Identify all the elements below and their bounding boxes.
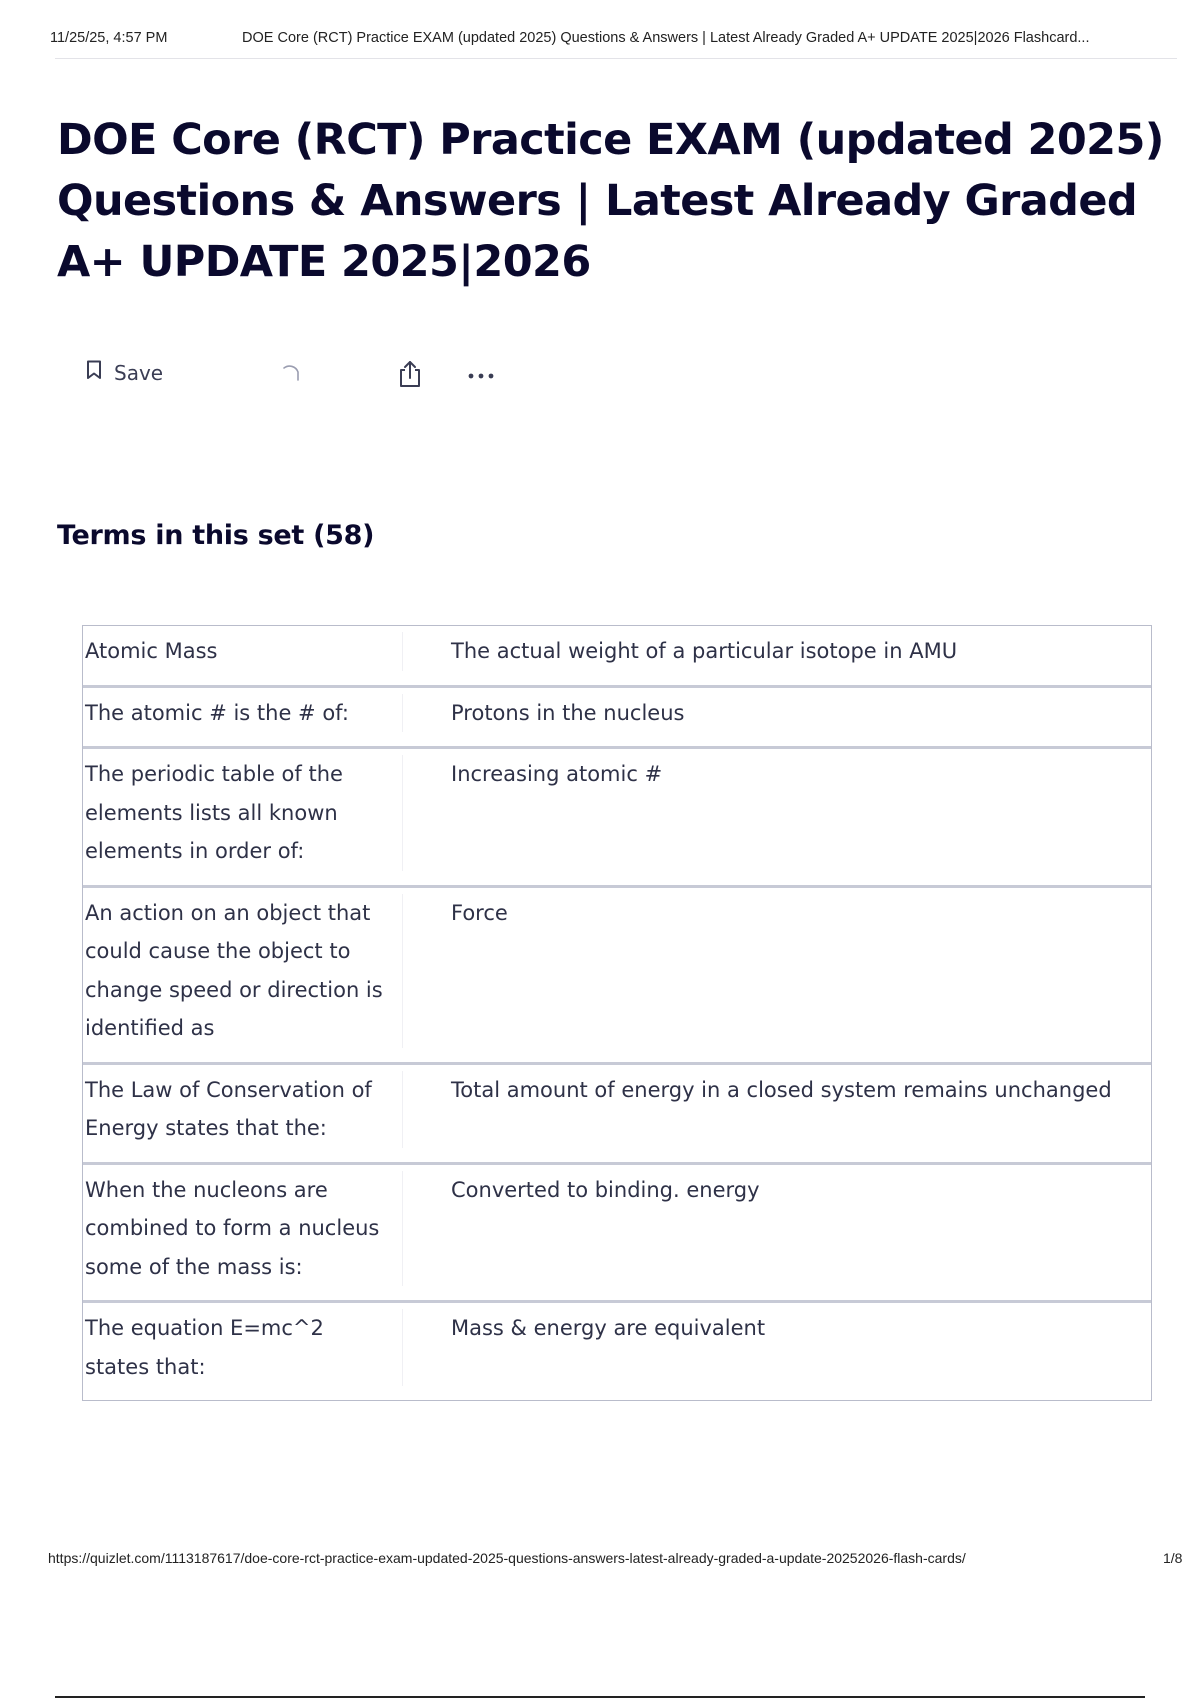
loading-spinner-icon bbox=[280, 363, 302, 389]
page-url: https://quizlet.com/1113187617/doe-core-rct-practice-exam-updated-2025-questions-answers-latest-already-graded-a-update-20252026-flash-cards/ bbox=[48, 1550, 966, 1566]
share-icon bbox=[397, 376, 423, 391]
set-toolbar bbox=[86, 360, 516, 390]
more-options-button[interactable] bbox=[466, 360, 496, 391]
term-cell: The Law of Conservation of Energy states that the: bbox=[83, 1071, 403, 1148]
page-indicator: 1/8 bbox=[1163, 1550, 1183, 1566]
table-row bbox=[83, 1303, 1151, 1400]
print-footer bbox=[48, 1550, 1188, 1566]
definition-cell: Converted to binding. energy bbox=[451, 1177, 760, 1202]
term-cell: When the nucleons are combined to form a nucleus some of the mass is: bbox=[83, 1171, 403, 1287]
share-button[interactable] bbox=[397, 360, 423, 391]
definition-cell: Increasing atomic # bbox=[451, 762, 663, 786]
table-row bbox=[83, 626, 1151, 688]
term-cell: The atomic # is the # of: bbox=[83, 694, 403, 733]
definition-cell: Protons in the nucleus bbox=[451, 700, 685, 725]
save-button[interactable] bbox=[86, 360, 163, 385]
table-row bbox=[83, 688, 1151, 750]
terms-heading: Terms in this set (58) bbox=[57, 520, 375, 551]
definition-cell: Force bbox=[451, 900, 508, 925]
print-document-title: DOE Core (RCT) Practice EXAM (updated 2025) Questions & Answers | Latest Already Graded A+ UPDATE 2025|2026 Flashcard... bbox=[242, 30, 1090, 46]
term-cell: The periodic table of the elements lists all known elements in order of: bbox=[83, 755, 403, 871]
term-cell: An action on an object that could cause the object to change speed or direction is identified as bbox=[83, 894, 403, 1048]
table-row bbox=[83, 888, 1151, 1065]
definition-cell: Total amount of energy in a closed system remains unchanged bbox=[451, 1077, 1112, 1102]
table-row bbox=[83, 749, 1151, 888]
table-row bbox=[83, 1165, 1151, 1304]
bottom-divider bbox=[55, 1696, 1145, 1698]
print-datetime: 11/25/25, 4:57 PM bbox=[50, 30, 168, 46]
more-options-icon bbox=[466, 376, 496, 391]
page-title: DOE Core (RCT) Practice EXAM (updated 2025) Questions & Answers | Latest Already Graded A+ UPDATE 2025|2026 bbox=[57, 115, 1164, 287]
bookmark-icon bbox=[86, 360, 102, 385]
terms-table bbox=[82, 625, 1152, 1401]
table-row bbox=[83, 1065, 1151, 1165]
term-cell: The equation E=mc^2 states that: bbox=[83, 1309, 403, 1386]
definition-cell: Mass & energy are equivalent bbox=[451, 1316, 766, 1340]
term-cell: Atomic Mass bbox=[83, 632, 403, 671]
definition-cell: The actual weight of a particular isotope in AMU bbox=[451, 639, 958, 663]
print-header bbox=[50, 30, 1175, 46]
save-label: Save bbox=[114, 360, 164, 385]
header-divider bbox=[55, 58, 1177, 59]
